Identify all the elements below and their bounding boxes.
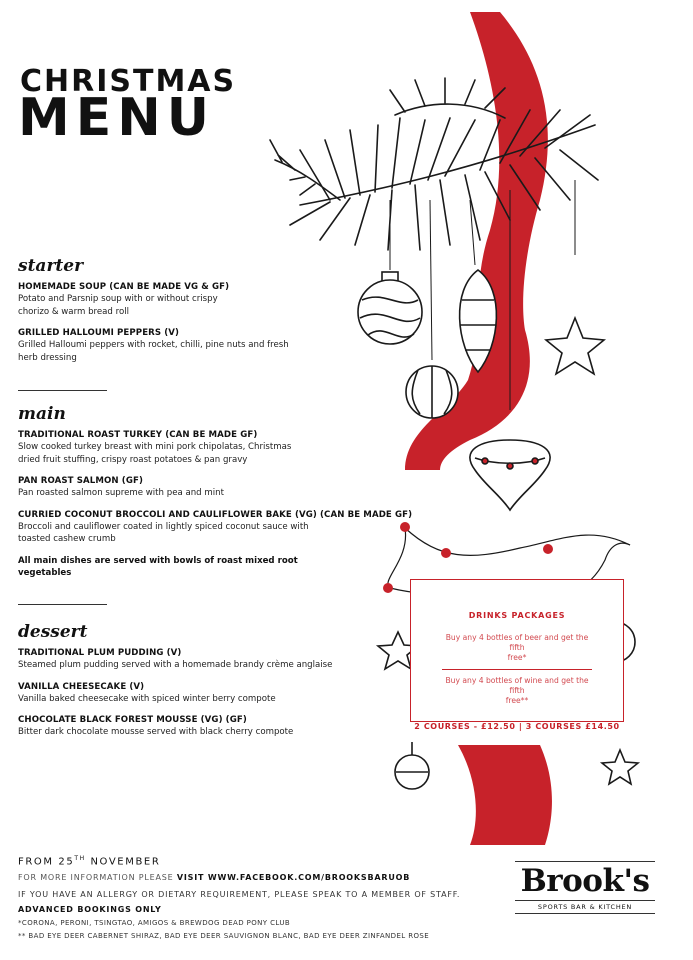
main-item-title: CURRIED COCONUT BROCCOLI AND CAULIFLOWER BAKE (VG) (CAN BE MADE GF): [18, 509, 413, 520]
beer-footnote: *CORONA, PERONI, TSINGTAO, AMIGOS & BREWDOG DEAD PONY CLUB: [18, 919, 291, 928]
title-line-menu: MENU: [18, 88, 216, 148]
main-item-desc-line: toasted cashew crumb: [18, 534, 116, 544]
section-divider: [18, 390, 107, 391]
drinks-offer-line: Buy any 4 bottles of wine and get the fifth: [445, 676, 589, 695]
drinks-title: DRINKS PACKAGES: [468, 611, 566, 620]
start-date-ordinal: TH: [74, 855, 86, 862]
starter-item-desc-line: Grilled Halloumi peppers with rocket, chilli, pine nuts and fresh: [18, 340, 289, 350]
wine-footnote: ** BAD EYE DEER CABERNET SHIRAZ, BAD EYE DEER SAUVIGNON BLANC, BAD EYE DEER ZINFANDEL ROSE: [18, 931, 430, 940]
logo-name: Brook's: [520, 863, 650, 899]
drinks-packages-box: [410, 579, 624, 731]
footer-start-date: [18, 852, 488, 869]
main-item-desc-line: dried fruit stuffing, crispy roast potatoes & pan gravy: [18, 454, 248, 465]
bauble-icon-bottom: [395, 742, 429, 789]
section-divider: [18, 604, 107, 605]
starter-item-desc: [18, 339, 398, 364]
starter-item-desc-line: chorizo & warm bread roll: [18, 306, 129, 317]
dessert-item-desc: Vanilla baked cheesecake with spiced winter berry compote: [18, 693, 276, 704]
starter-item-title: GRILLED HALLOUMI PEPPERS (V): [18, 328, 180, 338]
main-side-note: [18, 555, 338, 579]
drinks-offer-line: free*: [507, 653, 527, 662]
starter-item-desc: [18, 293, 398, 318]
dessert-section: [18, 622, 398, 748]
main-item-desc: [18, 521, 398, 546]
main-side-note-line: All main dishes are served with bowls of roast mixed root: [18, 555, 298, 566]
title-line-christmas: CHRISTMAS: [20, 64, 237, 99]
footer: [18, 852, 488, 941]
advanced-bookings-notice: ADVANCED BOOKINGS ONLY: [18, 905, 162, 915]
start-date-prefix: FROM 25: [18, 856, 75, 868]
pine-branch-icon: [270, 78, 598, 250]
dessert-item-desc: Steamed plum pudding served with a homemade brandy crème anglaise: [18, 660, 333, 670]
dessert-item-desc: Bitter dark chocolate mousse served with black cherry compote: [18, 727, 294, 737]
starter-item-desc-line: Potato and Parsnip soup with or without crispy: [18, 294, 218, 304]
bauble-icon-striped: [406, 366, 458, 418]
start-date-suffix: NOVEMBER: [85, 856, 161, 868]
drinks-offer-line: free**: [505, 696, 529, 705]
footer-info: [18, 871, 488, 884]
red-ribbon-tail: [458, 745, 552, 845]
main-item-desc-line: Broccoli and cauliflower coated in lightly spiced coconut sauce with: [18, 521, 309, 532]
dessert-item-title: VANILLA CHEESECAKE (V): [18, 681, 145, 692]
dessert-item-title: TRADITIONAL PLUM PUDDING (V): [18, 648, 182, 658]
course-prices: 2 COURSES - £12.50 | 3 COURSES £14.50: [414, 722, 620, 731]
bauble-icon-onion: [470, 440, 550, 510]
main-item-title: PAN ROAST SALMON (GF): [18, 476, 143, 486]
star-ornament-icon-bottom-right: [602, 750, 638, 784]
main-item-desc: [18, 487, 398, 500]
red-ribbon-shape: [405, 12, 548, 470]
drinks-beer-offer: [411, 633, 623, 663]
bauble-icon-drop: [460, 270, 497, 372]
logo-rule-bottom: [515, 913, 655, 914]
starter-item-title: HOMEMADE SOUP (CAN BE MADE VG & GF): [18, 282, 230, 292]
dessert-heading: dessert: [18, 622, 88, 642]
star-ornament-icon: [546, 318, 604, 374]
main-section: [18, 404, 413, 579]
main-item-title: TRADITIONAL ROAST TURKEY (CAN BE MADE GF): [18, 430, 258, 440]
drinks-offer-line: Buy any 4 bottles of beer and get the fifth: [445, 633, 589, 652]
main-item-desc-line: Slow cooked turkey breast with mini pork chipolatas, Christmas: [18, 442, 292, 452]
dessert-item-title: CHOCOLATE BLACK FOREST MOUSSE (VG) (GF): [18, 715, 247, 725]
main-side-note-line: vegetables: [18, 567, 72, 578]
starter-section: [18, 256, 398, 373]
starter-heading: starter: [18, 256, 84, 276]
facebook-link[interactable]: VISIT WWW.FACEBOOK.COM/BROOKSBARUOB: [176, 873, 411, 883]
footer-info-text: FOR MORE INFORMATION PLEASE: [18, 873, 177, 883]
logo-subtitle: SPORTS BAR & KITCHEN: [537, 903, 633, 911]
main-heading: main: [18, 404, 66, 424]
drinks-wine-offer: [411, 676, 623, 706]
brooks-logo: [515, 861, 655, 914]
main-item-desc: [18, 441, 398, 466]
drinks-divider: [442, 669, 592, 670]
starter-item-desc-line: herb dressing: [18, 352, 77, 363]
main-item-desc-line: Pan roasted salmon supreme with pea and mint: [18, 488, 224, 498]
allergy-notice: IF YOU HAVE AN ALLERGY OR DIETARY REQUIREMENT, PLEASE SPEAK TO A MEMBER OF STAFF.: [18, 890, 461, 900]
